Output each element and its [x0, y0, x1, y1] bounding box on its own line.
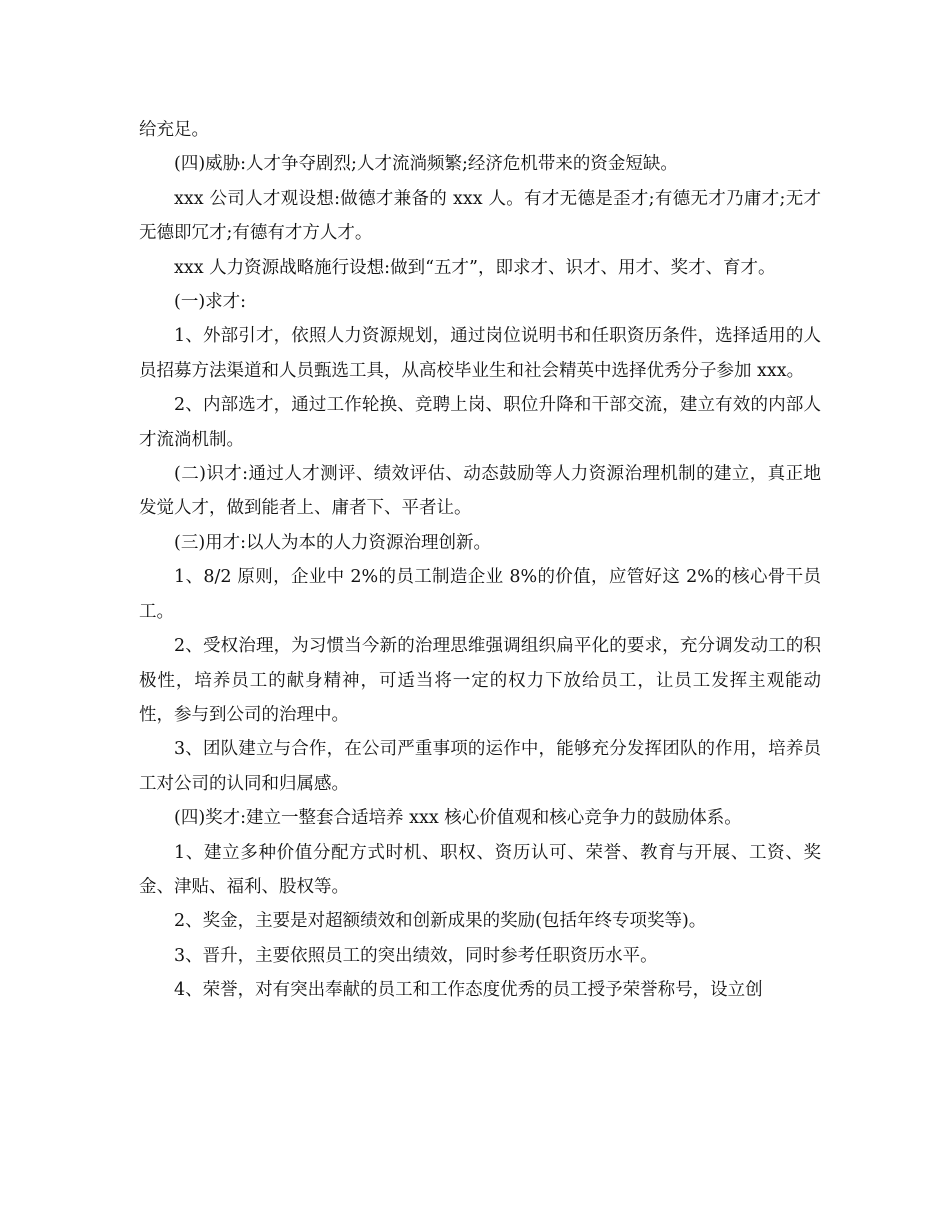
- paragraph-8-2-principle: 1、8/2 原则，企业中 2%的员工制造企业 8%的价值，应管好这 2%的核心骨干员工。: [139, 567, 821, 622]
- paragraph-empowerment: 2、受权治理，为习惯当今新的治理思维强调组织扁平化的要求，充分调发动工的积极性，培养员工的献身精神，可适当将一定的权力下放给员工，让员工发挥主观能动性，参与到公司的治理中。: [139, 636, 821, 725]
- paragraph-identify-talent: (二)识才:通过人才测评、绩效评估、动态鼓励等人力资源治理机制的建立，真正地发觉人才，做到能者上、庸者下、平者让。: [139, 464, 821, 519]
- paragraph-internal-select: 2、内部选才，通过工作轮换、竞聘上岗、职位升降和干部交流，建立有效的内部人才流淌机制。: [139, 395, 821, 450]
- heading-seek-talent: (一)求才:: [174, 292, 247, 313]
- paragraph-hr-strategy: xxx 人力资源战略施行设想:做到“五才”，即求才、识才、用才、奖才、育才。: [174, 257, 776, 278]
- paragraph-talent-view: xxx 公司人才观设想:做德才兼备的 xxx 人。有才无德是歪才;有德无才乃庸才;无才无德即冗才;有德有才方人才。: [139, 188, 821, 244]
- paragraph-honor: 4、荣誉，对有突出奉献的员工和工作态度优秀的员工授予荣誉称号，设立创: [174, 980, 763, 1001]
- paragraph-external-recruit: 1、外部引才，依照人力资源规划，通过岗位说明书和任职资历条件，选择适用的人员招募方法渠道和人员甄选工具，从高校毕业生和社会精英中选择优秀分子参加 xxx。: [139, 326, 821, 381]
- heading-use-talent: (三)用才:以人为本的人力资源治理创新。: [174, 532, 492, 553]
- paragraph-threats: (四)威胁:人才争夺剧烈;人才流淌频繁;经济危机带来的资金短缺。: [174, 154, 678, 175]
- paragraph-bonus: 2、奖金，主要是对超额绩效和创新成果的奖励(包括年终专项奖等)。: [174, 911, 707, 932]
- heading-reward-talent: (四)奖才:建立一整套合适培养 xxx 核心价值观和核心竞争力的鼓励体系。: [174, 808, 742, 829]
- paragraph-promotion: 3、晋升，主要依照员工的突出绩效，同时参考任职资历水平。: [174, 945, 658, 966]
- document-body: [139, 113, 821, 1008]
- paragraph-teamwork: 3、团队建立与合作，在公司严重事项的运作中，能够充分发挥团队的作用，培养员工对公司的认同和归属感。: [139, 739, 821, 794]
- paragraph-continuation: 给充足。: [139, 120, 209, 140]
- paragraph-value-distribution: 1、建立多种价值分配方式时机、职权、资历认可、荣誉、教育与开展、工资、奖金、津贴、福利、股权等。: [139, 842, 821, 897]
